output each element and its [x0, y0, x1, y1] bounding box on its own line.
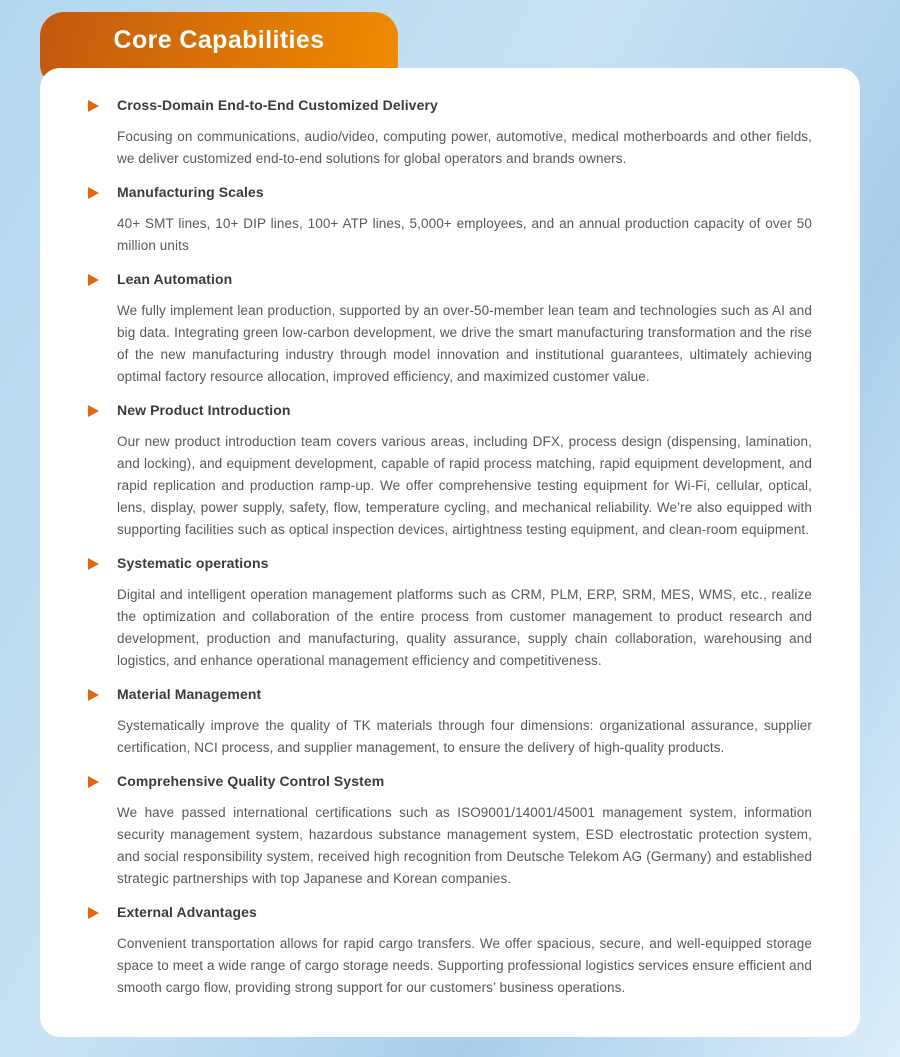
capability-section-systematic-operations	[88, 552, 812, 672]
section-heading: Material Management	[117, 686, 262, 702]
capability-section-cross-domain	[88, 94, 812, 170]
section-heading: Cross-Domain End-to-End Customized Delivery	[117, 97, 438, 113]
section-heading-row	[88, 94, 812, 116]
section-heading: External Advantages	[117, 904, 257, 920]
capability-section-new-product-introduction	[88, 399, 812, 541]
section-heading-row	[88, 399, 812, 421]
capability-section-lean-automation	[88, 268, 812, 388]
section-body: Our new product introduction team covers various areas, including DFX, process design (dispensing, lamination, and locking), and equipment development, capable of rapid process matching, rapid equipment development, and rapid replication and production ramp-up. We offer comprehensive testing equipment for Wi-Fi, cellular, optical, lens, display, power supply, safety, flow, temperature cycling, and mechanical reliability. We’re also equipped with supporting facilities such as optical inspection devices, airtightness testing equipment, and clean-room equipment.	[117, 434, 812, 537]
section-body: We have passed international certifications such as ISO9001/14001/45001 management system, information security management system, hazardous substance management system, ESD electrostatic protection system, and social responsibility system, received high recognition from Deutsche Telekom AG (Germany) and established strategic partnerships with top Japanese and Korean companies.	[117, 805, 812, 886]
section-body: We fully implement lean production, supported by an over-50-member lean team and technologies such as AI and big data. Integrating green low-carbon development, we drive the smart manufacturing transformation and the rise of the new manufacturing industry through model innovation and institutional guarantees, ultimately achieving optimal factory resource allocation, improved efficiency, and maximized customer value.	[117, 303, 812, 384]
section-heading: New Product Introduction	[117, 402, 291, 418]
section-heading-row	[88, 901, 812, 923]
triangle-bullet-icon	[88, 100, 99, 112]
header-tab-inner	[40, 12, 398, 68]
section-heading-row	[88, 552, 812, 574]
section-body: Focusing on communications, audio/video, computing power, automotive, medical motherboards and other fields, we deliver customized end-to-end solutions for global operators and brands owners.	[117, 129, 812, 166]
section-heading: Comprehensive Quality Control System	[117, 773, 385, 789]
capability-section-material-management	[88, 683, 812, 759]
section-heading: Manufacturing Scales	[117, 184, 264, 200]
section-body: Systematically improve the quality of TK materials through four dimensions: organizational assurance, supplier certification, NCI process, and supplier management, to ensure the delivery of high-quality products.	[117, 718, 812, 755]
section-body: Convenient transportation allows for rapid cargo transfers. We offer spacious, secure, and well-equipped storage space to meet a wide range of cargo storage needs. Supporting professional logistics services ensure efficient and smooth cargo flow, providing strong support for our customers’ business operations.	[117, 936, 812, 995]
section-heading: Systematic operations	[117, 555, 269, 571]
section-heading-row	[88, 268, 812, 290]
content-card	[40, 68, 860, 1037]
capability-section-external-advantages	[88, 901, 812, 999]
page-title: Core Capabilities	[113, 25, 325, 54]
triangle-bullet-icon	[88, 187, 99, 199]
section-heading: Lean Automation	[117, 271, 233, 287]
triangle-bullet-icon	[88, 558, 99, 570]
section-body: Digital and intelligent operation management platforms such as CRM, PLM, ERP, SRM, MES, WMS, etc., realize the optimization and collaboration of the entire process from customer management to product research and development, production and manufacturing, quality assurance, supply chain collaboration, warehousing and logistics, and enhance operational management efficiency and competitiveness.	[117, 587, 812, 668]
triangle-bullet-icon	[88, 274, 99, 286]
capability-section-manufacturing-scales	[88, 181, 812, 257]
triangle-bullet-icon	[88, 776, 99, 788]
triangle-bullet-icon	[88, 689, 99, 701]
section-heading-row	[88, 770, 812, 792]
capability-section-quality-control	[88, 770, 812, 890]
triangle-bullet-icon	[88, 405, 99, 417]
section-body: 40+ SMT lines, 10+ DIP lines, 100+ ATP lines, 5,000+ employees, and an annual production capacity of over 50 million units	[117, 216, 812, 253]
triangle-bullet-icon	[88, 907, 99, 919]
section-heading-row	[88, 181, 812, 203]
section-heading-row	[88, 683, 812, 705]
